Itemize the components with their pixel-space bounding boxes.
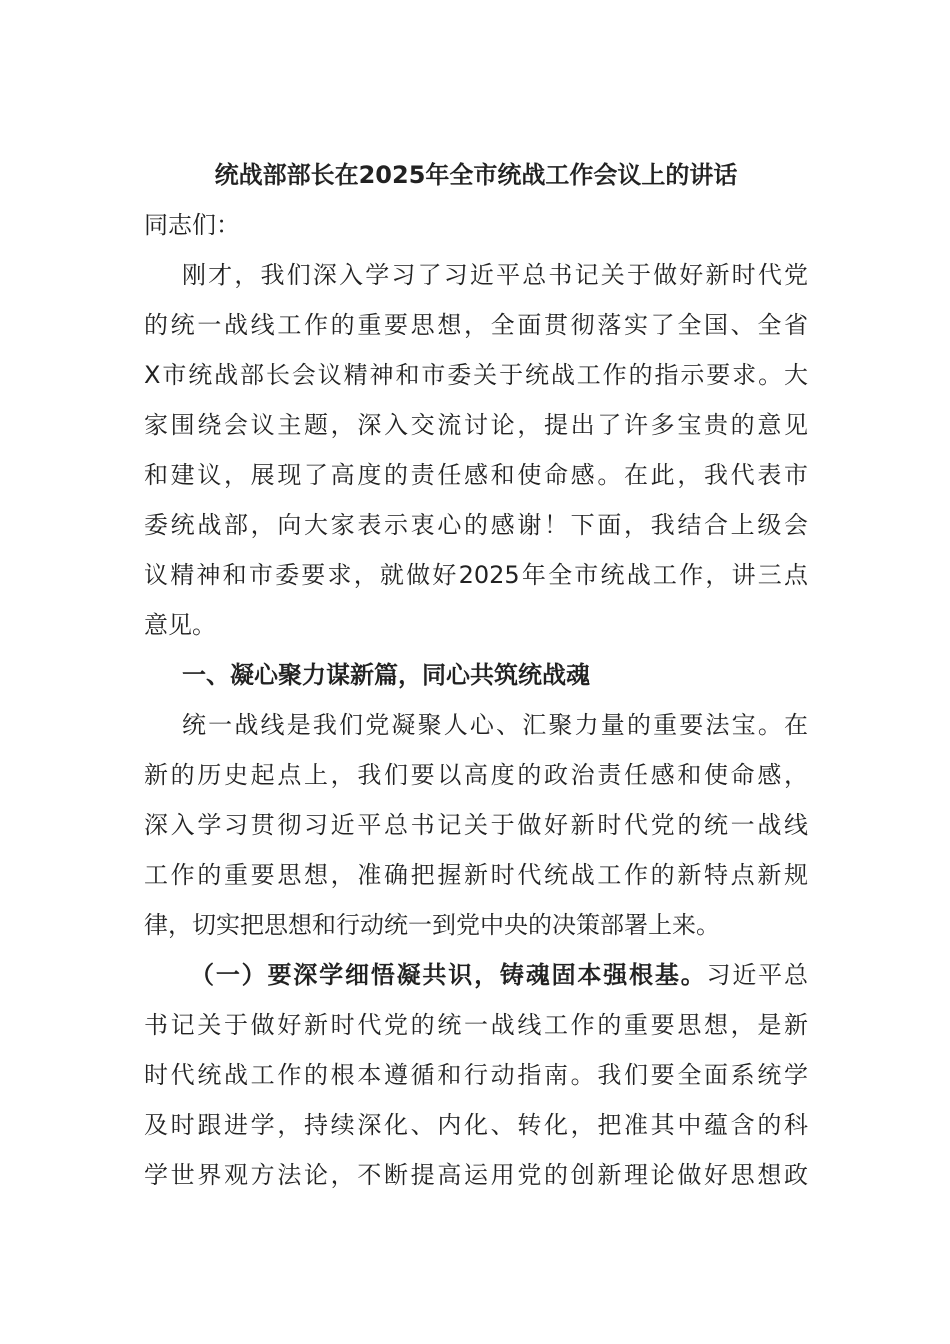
paragraph-line: 和建议，展现了高度的责任感和使命感。在此，我代表市 bbox=[144, 461, 808, 489]
paragraph-line: 议精神和市委要求，就做好2025年全市统战工作，讲三点 bbox=[144, 561, 808, 589]
subsection-1 bbox=[144, 950, 808, 1200]
paragraph-line: 新的历史起点上，我们要以高度的政治责任感和使命感， bbox=[144, 761, 808, 789]
paragraph-line: 的统一战线工作的重要思想，全面贯彻落实了全国、全省 bbox=[144, 311, 808, 339]
paragraph-line: X市统战部长会议精神和市委关于统战工作的指示要求。大 bbox=[144, 361, 808, 389]
paragraph-line: 深入学习贯彻习近平总书记关于做好新时代党的统一战线 bbox=[144, 811, 808, 839]
paragraph-line: 刚才，我们深入学习了习近平总书记关于做好新时代党 bbox=[182, 261, 808, 289]
paragraph-line: 意见。 bbox=[144, 611, 216, 639]
page-title: 统战部部长在2025年全市统战工作会议上的讲话 bbox=[214, 161, 738, 189]
paragraph-line: 及时跟进学，持续深化、内化、转化，把准其中蕴含的科 bbox=[144, 1111, 808, 1139]
paragraph-line: 工作的重要思想，准确把握新时代统战工作的新特点新规 bbox=[144, 861, 808, 889]
paragraph-line: 委统战部，向大家表示衷心的感谢！下面，我结合上级会 bbox=[144, 511, 808, 539]
paragraph-section-1 bbox=[144, 700, 808, 950]
paragraph-line: 家围绕会议主题，深入交流讨论，提出了许多宝贵的意见 bbox=[144, 411, 808, 439]
document-body bbox=[144, 150, 808, 1200]
subsection-heading: （一）要深学细悟凝共识，铸魂固本强根基。 bbox=[190, 961, 707, 989]
subsection-first-line bbox=[144, 950, 808, 1000]
paragraph-line: 书记关于做好新时代党的统一战线工作的重要思想，是新 bbox=[144, 1011, 808, 1039]
section-heading-1: 一、凝心聚力谋新篇，同心共筑统战魂 bbox=[182, 661, 590, 689]
paragraph-line: 律，切实把思想和行动统一到党中央的决策部署上来。 bbox=[144, 911, 720, 939]
paragraph-line: 时代统战工作的根本遵循和行动指南。我们要全面系统学 bbox=[144, 1061, 808, 1089]
subsection-text: 习近平总 bbox=[706, 961, 809, 989]
paragraph-intro bbox=[144, 250, 808, 650]
paragraph-line: 学世界观方法论，不断提高运用党的创新理论做好思想政 bbox=[144, 1161, 808, 1189]
paragraph-line: 统一战线是我们党凝聚人心、汇聚力量的重要法宝。在 bbox=[182, 711, 808, 739]
greeting: 同志们： bbox=[144, 211, 240, 239]
